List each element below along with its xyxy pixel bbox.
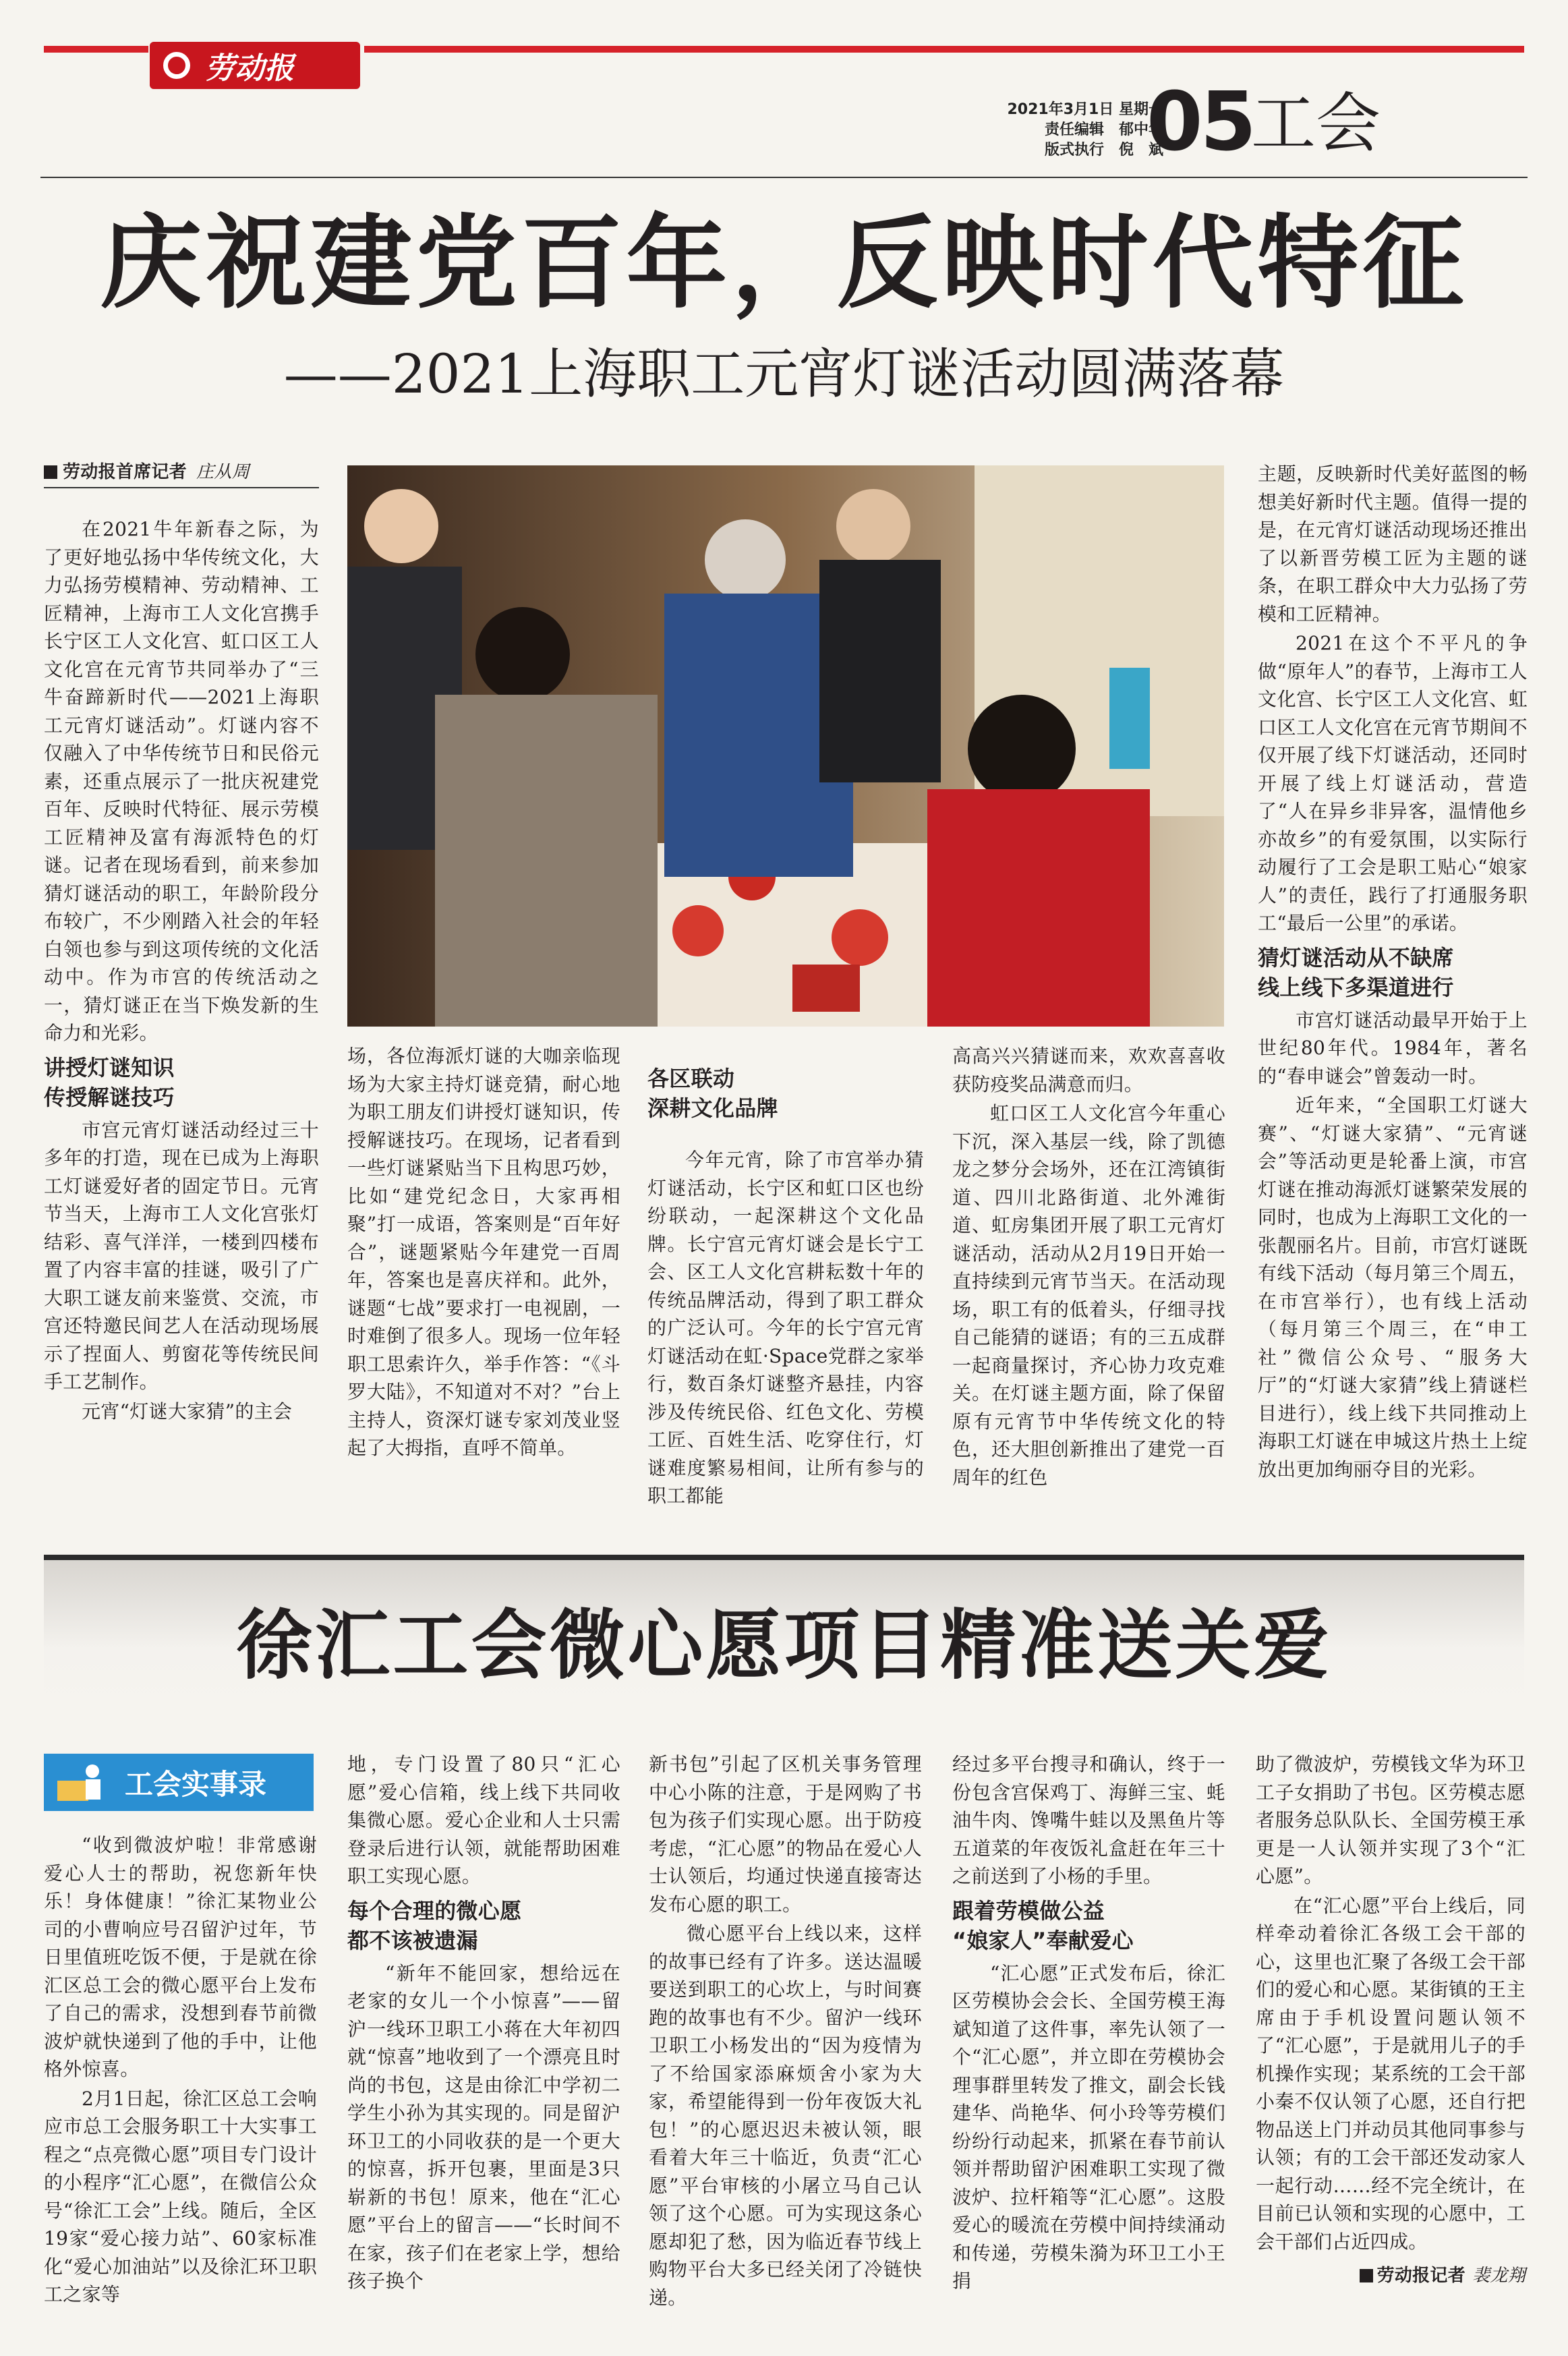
- story1-column-2: [347, 1042, 620, 1464]
- story2-column-3: [649, 1750, 922, 2313]
- paragraph: 主题，反映新时代美好蓝图的畅想美好新时代主题。值得一提的是，在元宵灯谜活动现场还推出了以新晋劳模工匠为主题的谜条，在职工群众中大力弘扬了劳模和工匠精神。: [1258, 463, 1528, 625]
- newspaper-logo: [150, 42, 360, 89]
- exec-line: 版式执行 倪 斌: [1044, 142, 1163, 159]
- story2-column-1: [44, 1831, 317, 2310]
- paragraph: 高高兴兴猜谜而来，欢欢喜喜收获防疫奖品满意而归。: [952, 1045, 1225, 1095]
- paragraph: 市宫元宵灯谜活动经过三十多年的打造，现在已成为上海职工灯谜爱好者的固定节日。元宵节当天，上海市工人文化宫张灯结彩、喜气洋洋，一楼到四楼布置了内容丰富的挂谜，吸引了广大职工谜友前来鉴赏、交流，市宫还特邀民间艺人在活动现场展示了捏面人、剪窗花等传统民间手工艺制作。: [44, 1118, 319, 1393]
- subheading: 跟着劳模做公益 “娘家人”奉献爱心: [952, 1897, 1134, 1953]
- byline-label: 劳动报首席记者: [63, 462, 187, 482]
- page-number: 05: [1146, 76, 1254, 169]
- page-meta: [941, 100, 1163, 161]
- paragraph: 助了微波炉，劳模钱文华为环卫工子女捐助了书包。区劳模志愿者服务总队队长、全国劳模王承更是一人认领并实现了3个“汇心愿”。: [1256, 1753, 1526, 1887]
- paragraph: 场，各位海派灯谜的大咖亲临现场为大家主持灯谜竞猜，耐心地为职工朋友们讲授灯谜知识，传授解谜技巧。在现场，记者看到一些灯谜紧贴当下且构思巧妙，比如“建党纪念日，大家再相聚”打一成语，答案则是“百年好合”，谜题紧贴今年建党一百周年，答案也是喜庆祥和。此外，谜题“七战”要求打一电视剧，一时难倒了很多人。现场一位年轻职工思索许久，举手作答：“《斗罗大陆》，不知道对不对？”台上主持人，资深灯谜专家刘茂业竖起了大拇指，直呼不简单。: [347, 1045, 620, 1459]
- date-line: 2021年3月1日 星期一: [1007, 101, 1163, 118]
- paragraph: 虹口区工人文化宫今年重心下沉，深入基层一线，除了凯德龙之梦分会场外，还在江湾镇街道、四川北路街道、北外滩街道、虹房集团开展了职工元宵灯谜活动，活动从2月19日开始一直持续到元宵节当天。在活动现场，职工有的低着头，仔细寻找自己能猜的谜语；有的三五成群一起商量探讨，齐心协力攻克难关。在灯谜主题方面，除了保留原有元宵节中华传统文化的特色，还大胆创新推出了建党一百周年的红色: [952, 1102, 1225, 1489]
- paragraph: 今年元宵，除了市宫举办猜灯谜活动，长宁区和虹口区也纷纷联动，一起深耕这个文化品牌。长宁宫元宵灯谜会是长宁工会、区工人文化宫耕耘数十年的传统品牌活动，得到了职工群众的广泛认可。今年的长宁宫元宵灯谜活动在虹·Space党群之家举行，数百条灯谜整齐悬挂，内容涉及传统民俗、红色文化、劳模工匠、百姓生活、吃穿住行，灯谜难度繁易相间，让所有参与的职工都能: [647, 1149, 924, 1507]
- story2-column-4: [952, 1750, 1225, 2297]
- story1-column-1: [44, 460, 319, 1427]
- masthead-divider: [40, 177, 1528, 178]
- paragraph: 元宵“灯谜大家猜”的主会: [82, 1400, 293, 1423]
- masthead-rule-left: [44, 46, 148, 53]
- paragraph: 近年来，“全国职工灯谜大赛”、“灯谜大家猜”、“元宵谜会”等活动更是轮番上演，市宫灯谜在推动海派灯谜繁荣发展的同时，也成为上海职工文化的一张靓丽名片。目前，市宫灯谜既有线下活动（每月第三个周五，在市宫举行），也有线上活动（每月第三个周三，在“申工社”微信公众号、“服务大厅”的“灯谜大家猜”线上猜谜栏目进行），线上线下共同推动上海职工灯谜在申城这片热土上绽放出更加绚丽夺目的光彩。: [1258, 1094, 1528, 1481]
- subheading: 每个合理的微心愿 都不该被遗漏: [347, 1897, 522, 1953]
- paragraph: 经过多平台搜寻和确认，终于一份包含宫保鸡丁、海鲜三宝、蚝油牛肉、馋嘴牛蛙以及黑鱼片等五道菜的年夜饭礼盒赶在年三十之前送到了小杨的手里。: [952, 1753, 1225, 1887]
- photo-lantern-riddle-event: [347, 465, 1224, 1027]
- masthead-rule-right: [364, 46, 1524, 53]
- byline-label: 劳动报记者: [1376, 2266, 1466, 2286]
- byline-square-icon: [1360, 2269, 1373, 2282]
- paragraph: “新年不能回家，想给远在老家的女儿一个小惊喜”——留沪一线环卫职工小蒋在大年初四就“惊喜”地收到了一个漂亮且时尚的书包，这是由徐汇中学初二学生小孙为其实现的。同是留沪环卫工的小同收获的是一个更大的惊喜，拆开包裹，里面是3只崭新的书包！原来，他在“汇心愿”平台上的留言——“长时间不在家，孩子们在老家上学，想给孩子换个: [347, 1961, 620, 2292]
- event-photo: [347, 465, 1224, 1027]
- paragraph: 2021在这个不平凡的争做“原年人”的春节，上海市工人文化宫、长宁区工人文化宫、虹口区工人文化宫在元宵节期间不仅开展了线下灯谜活动，还同时开展了线上灯谜活动，营造了“人在异乡非异客，温情他乡亦故乡”的有爱氛围，以实际行动履行了工会是职工贴心“娘家人”的责任，践行了打通服务职工“最后一公里”的承诺。: [1258, 632, 1528, 934]
- story2-column-5: [1256, 1750, 1526, 2291]
- paragraph: 新书包”引起了区机关事务管理中心小陈的注意，于是网购了书包为孩子们实现心愿。出于防疫考虑，“汇心愿”的物品在爱心人士认领后，均通过快递直接寄达发布心愿的职工。: [649, 1753, 922, 1916]
- byline-name: 裴龙翔: [1472, 2266, 1526, 2286]
- paragraph: 微心愿平台上线以来，这样的故事已经有了许多。送达温暖要送到职工的心坎上，与时间赛跑的故事也有不少。留沪一线环卫职工小杨发出的“因为疫情为了不给国家添麻烦舍小家为大家，希望能得到一份年夜饭大礼包！”的心愿迟迟未被认领，眼看着大年三十临近，负责“汇心愿”平台审核的小屠立马自己认领了这个心愿。可为实现这条心愿却犯了愁，因为临近春节线上购物平台大多已经关闭了冷链快递。: [649, 1922, 922, 2309]
- story1-column-3: [647, 1042, 924, 1512]
- paragraph: 2月1日起，徐汇区总工会响应市总工会服务职工十大实事工程之“点亮微心愿”项目专门设计的小程序“汇心愿”，在微信公众号“徐汇工会”上线。随后，全区19家“爱心接力站”、60家标准化“爱心加油站”以及徐汇环卫职工之家等: [44, 2087, 317, 2305]
- paragraph: 在2021牛年新春之际，为了更好地弘扬中华传统文化，大力弘扬劳模精神、劳动精神、工匠精神，上海市工人文化宫携手长宁区工人文化宫、虹口区工人文化宫在元宵节共同举办了“三牛奋蹄新时代——2021上海职工元宵灯谜活动”。灯谜内容不仅融入了中华传统节日和民俗元素，还重点展示了一批庆祝建党百年、反映时代特征、展示劳模工匠精神及富有海派特色的灯谜。记者在现场看到，前来参加猜灯谜活动的职工，年龄阶段分布较广，不少刚踏入社会的年轻白领也参与到这项传统的文化活动中。作为市宫的传统活动之一，猜灯谜正在当下焕发新的生命力和光彩。: [44, 518, 319, 1044]
- byline-square-icon: [44, 465, 57, 479]
- section-name: 工会: [1251, 86, 1381, 161]
- logo-text: 劳动报: [205, 51, 294, 86]
- story1-column-5: [1258, 460, 1528, 1485]
- column-tag-label: 工会实事录: [125, 1767, 267, 1801]
- reading-person-icon: [55, 1760, 107, 1804]
- story1-column-4: [952, 1042, 1225, 1493]
- story2-byline: [1256, 2262, 1526, 2291]
- subheading: 讲授灯谜知识 传授解谜技巧: [44, 1054, 175, 1110]
- paragraph: “收到微波炉啦！非常感谢爱心人士的帮助，祝您新年快乐！身体健康！”徐汇某物业公司的小曹响应号召留沪过年，节日里值班吃饭不便，于是就在徐汇区总工会的微心愿平台上发布了自己的需求，没想到春节前微波炉就快递到了他的手中，让他格外惊喜。: [44, 1834, 317, 2080]
- paragraph: 地，专门设置了80只“汇心愿”爱心信箱，线上线下共同收集微心愿。爱心企业和人士只需登录后进行认领，就能帮助困难职工实现心愿。: [347, 1753, 620, 1887]
- paragraph: “汇心愿”正式发布后，徐汇区劳模协会会长、全国劳模王海斌知道了这件事，率先认领了一个“汇心愿”，并立即在劳模协会理事群里转发了推文，副会长钱建华、尚艳华、何小玲等劳模们纷纷行动起来，抓紧在春节前认领并帮助留沪困难职工实现了微波炉、拉杆箱等“汇心愿”。这股爱心的暖流在劳模中间持续涌动和传递，劳模朱漪为环卫工小王捐: [952, 1961, 1225, 2292]
- subheading: 猜灯谜活动从不缺席 线上线下多渠道进行: [1258, 944, 1454, 1000]
- paragraph: 市宫灯谜活动最早开始于上世纪80年代。1984年，著名的“春申谜会”曾轰动一时。: [1258, 1008, 1528, 1087]
- logo-mark-icon: [163, 52, 190, 79]
- subheading: 各区联动 深耕文化品牌: [647, 1066, 778, 1121]
- story2-column-2: [347, 1750, 620, 2297]
- story1-byline: [44, 460, 319, 488]
- byline-name: 庄从周: [196, 462, 250, 482]
- story2-headline: 徐汇工会微心愿项目精准送关爱: [236, 1601, 1332, 1690]
- story1-subheadline: ——2021上海职工元宵灯谜活动圆满落幕: [283, 343, 1285, 405]
- story-separator: [44, 1555, 1524, 1560]
- editor-line: 责任编辑 郁中华: [1044, 121, 1163, 138]
- story1-headline: 庆祝建党百年，反映时代特征: [100, 204, 1468, 322]
- paragraph: 在“汇心愿”平台上线后，同样牵动着徐汇各级工会干部的心，这里也汇聚了各级工会干部们的爱心和心愿。某街镇的王主席由于手机设置问题认领不了“汇心愿”，于是就用儿子的手机操作实现；某系统的工会干部小秦不仅认领了心愿，还自行把物品送上门并动员其他同事参与认领；有的工会干部还发动家人一起行动……经不完全统计，在目前已认领和实现的心愿中，工会干部们占近四成。: [1256, 1894, 1526, 2253]
- column-tag: [44, 1754, 314, 1811]
